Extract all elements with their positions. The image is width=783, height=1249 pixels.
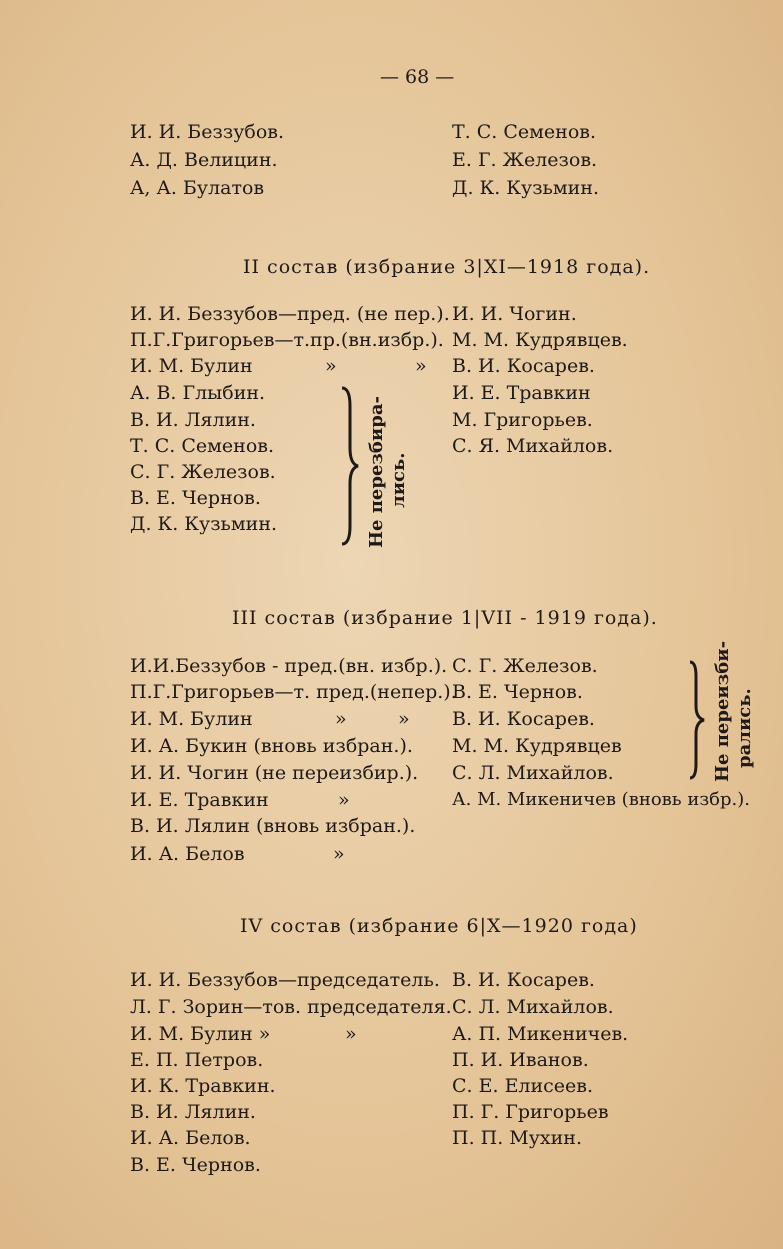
list-item: И. А. Белов. xyxy=(130,1127,251,1149)
list-item: И. Е. Травкин xyxy=(130,789,269,811)
list-item: В. И. Косарев. xyxy=(452,708,595,730)
list-item: С. Л. Михайлов. xyxy=(452,996,614,1018)
list-item: И.И.Беззубов - пред.(вн. избр.). xyxy=(130,655,448,677)
list-item: М. Григорьев. xyxy=(452,409,593,431)
list-item: В. И. Лялин (вновь избран.). xyxy=(130,815,416,837)
list-item: И. А. Белов xyxy=(130,843,245,865)
ditto-mark: » xyxy=(415,355,427,377)
list-item: А. Д. Велицин. xyxy=(130,149,278,171)
list-item: С. Л. Михайлов. xyxy=(452,762,614,784)
list-item: И. К. Травкин. xyxy=(130,1075,276,1097)
list-item: Д. К. Кузьмин. xyxy=(130,513,278,535)
list-item: Д. К. Кузьмин. xyxy=(452,177,600,199)
section-heading: III состав (избрание 1|VII - 1919 года). xyxy=(232,607,658,629)
list-item: М. М. Кудрявцев xyxy=(452,735,622,757)
bracket-note: Не перезбира- лись. xyxy=(366,396,409,548)
ditto-mark: » xyxy=(333,843,345,865)
list-item: С. Г. Железов. xyxy=(452,655,598,677)
page-number: — 68 — xyxy=(380,66,455,88)
list-item: А. П. Микеничев. xyxy=(452,1023,629,1045)
list-item: И. А. Букин (вновь избран.). xyxy=(130,735,413,757)
list-item: М. М. Кудрявцев. xyxy=(452,329,628,351)
list-item: В. И. Лялин. xyxy=(130,409,256,431)
section-heading: II состав (избрание 3|XI—1918 года). xyxy=(243,256,651,278)
bracket-note: Не переизби- рались. xyxy=(712,640,755,782)
bracket-brace xyxy=(338,386,360,546)
list-item: П.Г.Григорьев—т. пред.(непер.). xyxy=(130,681,457,703)
list-item: П. И. Иванов. xyxy=(452,1049,589,1071)
list-item: И. М. Булин » xyxy=(130,1023,271,1045)
list-item: В. И. Косарев. xyxy=(452,355,595,377)
list-item: С. Г. Железов. xyxy=(130,461,276,483)
list-item: Е. Г. Железов. xyxy=(452,149,598,171)
list-item: И. И. Беззубов—пред. (не пер.). xyxy=(130,303,450,325)
list-item: В. И. Косарев. xyxy=(452,969,595,991)
list-item: Л. Г. Зорин—тов. председателя. xyxy=(130,996,452,1018)
ditto-mark: » xyxy=(398,708,410,730)
ditto-mark: » xyxy=(325,355,337,377)
list-item: И. М. Булин xyxy=(130,355,253,377)
list-item: И. М. Булин xyxy=(130,708,253,730)
list-item: С. Е. Елисеев. xyxy=(452,1075,594,1097)
list-item: Т. С. Семенов. xyxy=(452,121,597,143)
section-heading: IV состав (избрание 6|X—1920 года) xyxy=(240,915,638,937)
list-item: И. И. Беззубов—председатель. xyxy=(130,969,440,991)
list-item: П. П. Мухин. xyxy=(452,1127,583,1149)
list-item: Т. С. Семенов. xyxy=(130,435,275,457)
list-item: В. И. Лялин. xyxy=(130,1101,256,1123)
list-item: И. И. Чогин. xyxy=(452,303,577,325)
ditto-mark: » xyxy=(335,708,347,730)
ditto-mark: » xyxy=(345,1023,357,1045)
list-item: А. М. Микеничев (вновь избр.). xyxy=(452,789,750,810)
list-item: В. Е. Чернов. xyxy=(130,487,261,509)
list-item: И. И. Беззубов. xyxy=(130,121,285,143)
list-item: Е. П. Петров. xyxy=(130,1049,264,1071)
list-item: П. Г. Григорьев xyxy=(452,1101,609,1123)
list-item: И. И. Чогин (не переизбир.). xyxy=(130,762,419,784)
bracket-brace xyxy=(686,660,708,780)
list-item: И. Е. Травкин xyxy=(452,382,591,404)
ditto-mark: » xyxy=(338,789,350,811)
list-item: В. Е. Чернов. xyxy=(130,1154,261,1176)
list-item: С. Я. Михайлов. xyxy=(452,435,614,457)
list-item: П.Г.Григорьев—т.пр.(вн.избр.). xyxy=(130,329,444,351)
list-item: А, А. Булатов xyxy=(130,177,265,199)
list-item: А. В. Глыбин. xyxy=(130,382,266,404)
list-item: В. Е. Чернов. xyxy=(452,681,583,703)
